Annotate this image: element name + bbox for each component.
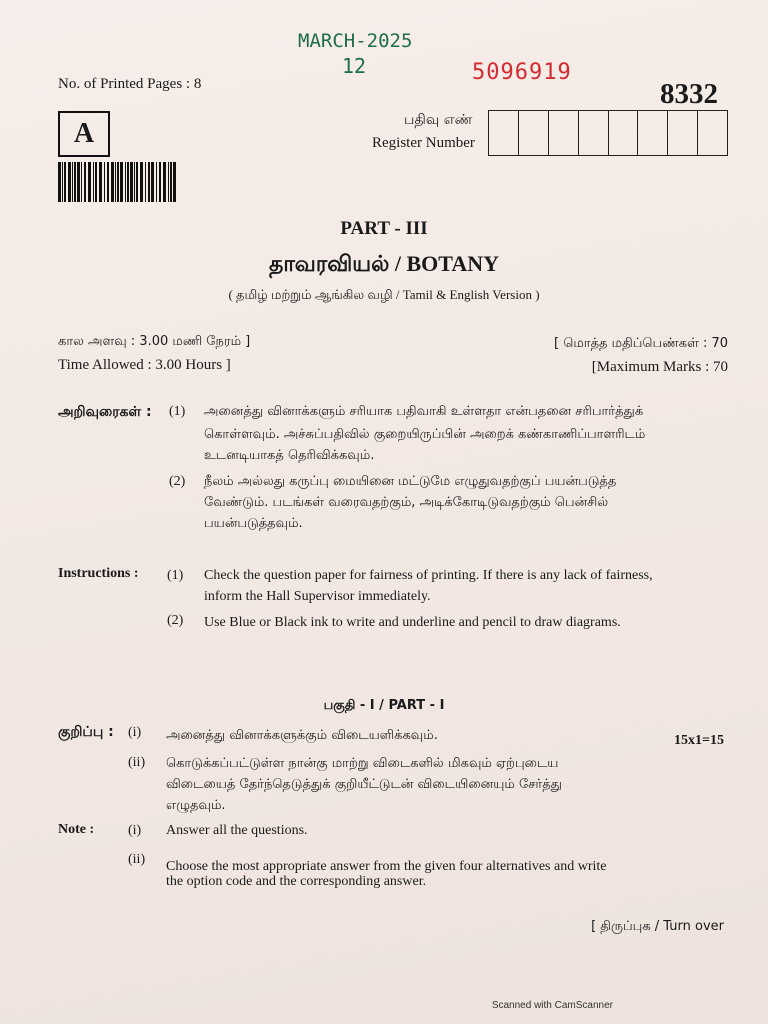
register-number-boxes: [488, 110, 728, 156]
barcode-bar: [156, 162, 157, 202]
instructions-ta-label: அறிவுரைகள் :: [58, 404, 152, 420]
barcode-bar: [81, 162, 82, 202]
paper-code: 8332: [660, 78, 718, 110]
instruction-en-1-line-2: inform the Hall Supervisor immediately.: [204, 589, 431, 604]
register-digit-box: [638, 111, 668, 155]
note-ta-num-1: (i): [128, 725, 142, 740]
subject-title: தாவரவியல் / BOTANY: [268, 251, 499, 276]
scanner-watermark: Scanned with CamScanner: [491, 1000, 613, 1011]
part1-heading: பகுதி - I / PART - I: [323, 698, 445, 713]
note-en-1-line-1: Answer all the questions.: [166, 823, 308, 838]
barcode-bar: [151, 162, 154, 202]
register-label-ta: பதிவு எண்: [404, 112, 473, 128]
barcode-bar: [88, 162, 91, 202]
note-en-2-line-1: Choose the most appropriate answer from the given four alternatives and write: [166, 859, 607, 874]
time-en: Time Allowed : 3.00 Hours ]: [58, 357, 231, 373]
note-ta-1-line-1: அனைத்து வினாக்களுக்கும் விடையளிக்கவும்.: [166, 728, 438, 743]
instruction-en-num-2: (2): [167, 613, 184, 628]
part1-score: 15x1=15: [674, 733, 724, 748]
barcode-bar: [93, 162, 94, 202]
instruction-ta-2-line-3: பயன்படுத்தவும்.: [204, 516, 303, 531]
barcode-bar: [84, 162, 86, 202]
barcode-bar: [170, 162, 172, 202]
barcode-bar: [140, 162, 143, 202]
barcode: [58, 162, 176, 202]
barcode-bar: [130, 162, 133, 202]
barcode-bar: [120, 162, 123, 202]
handwritten-number: 12: [342, 54, 367, 78]
barcode-bar: [99, 162, 102, 202]
instruction-ta-num-2: (2): [169, 474, 186, 489]
barcode-bar: [159, 162, 161, 202]
barcode-bar: [134, 162, 135, 202]
note-ta-2-line-3: எழுதவும்.: [166, 798, 226, 813]
barcode-bar: [64, 162, 66, 202]
barcode-bar: [72, 162, 73, 202]
barcode-bar: [127, 162, 129, 202]
register-digit-box: [489, 111, 519, 155]
instruction-en-2-line-1: Use Blue or Black ink to write and underline and pencil to draw diagrams.: [204, 615, 621, 630]
barcode-bar: [173, 162, 176, 202]
note-ta-num-2: (ii): [128, 755, 146, 770]
barcode-bar: [115, 162, 116, 202]
marks-ta: [ மொத்த மதிப்பெண்கள் : 70: [554, 336, 728, 351]
barcode-bar: [117, 162, 119, 202]
version-letter-box: [58, 111, 110, 157]
note-ta-2-line-1: கொடுக்கப்பட்டுள்ள நான்கு மாற்று விடைகளில் மிகவும் ஏற்புடைய: [166, 756, 559, 771]
instruction-en-1-line-1: Check the question paper for fairness of printing. If there is any lack of fairness,: [204, 568, 653, 583]
version-letter: A: [73, 118, 95, 149]
stamp-number: 5096919: [472, 60, 572, 85]
barcode-bar: [111, 162, 114, 202]
register-digit-box: [519, 111, 549, 155]
instruction-ta-num-1: (1): [169, 404, 186, 419]
turn-over: [ திருப்புக / Turn over: [591, 919, 724, 934]
barcode-bar: [77, 162, 80, 202]
barcode-bar: [74, 162, 76, 202]
barcode-bar: [104, 162, 105, 202]
register-digit-box: [668, 111, 698, 155]
barcode-bar: [136, 162, 138, 202]
register-digit-box: [609, 111, 639, 155]
note-en-2-line-2: the option code and the corresponding answer.: [166, 874, 427, 889]
barcode-bar: [145, 162, 146, 202]
note-ta-2-line-2: விடையைத் தேர்ந்தெடுத்துக் குறியீட்டுடன் விடையினையும் சேர்த்து: [166, 777, 562, 792]
instruction-ta-2-line-2: வேண்டும். படங்கள் வரைவதற்கும், அடிக்கோடிடுவதற்கும் பென்சில்: [204, 495, 609, 510]
handwritten-date: MARCH-2025: [298, 30, 413, 52]
instructions-en-label: Instructions :: [58, 566, 139, 581]
part-title: PART - III: [340, 218, 428, 239]
barcode-bar: [168, 162, 169, 202]
printed-pages: No. of Printed Pages : 8: [58, 76, 202, 92]
note-en-num-2: (ii): [128, 852, 146, 867]
instruction-en-num-1: (1): [167, 568, 184, 583]
register-digit-box: [549, 111, 579, 155]
register-digit-box: [698, 111, 727, 155]
barcode-bar: [107, 162, 109, 202]
note-ta-label: குறிப்பு :: [58, 724, 114, 740]
barcode-bar: [62, 162, 63, 202]
note-en-num-1: (i): [128, 823, 142, 838]
instruction-ta-1-line-1: அனைத்து வினாக்களும் சரியாக பதிவாகி உள்ளதா என்பதனை சரிபார்த்துக்: [204, 404, 644, 419]
barcode-bar: [163, 162, 166, 202]
barcode-bar: [58, 162, 61, 202]
register-label-en: Register Number: [372, 135, 475, 151]
note-en-label: Note :: [58, 822, 95, 837]
instruction-ta-1-line-3: உடனடியாகத் தெரிவிக்கவும்.: [204, 448, 375, 463]
barcode-bar: [95, 162, 97, 202]
barcode-bar: [125, 162, 126, 202]
barcode-bar: [148, 162, 150, 202]
barcode-bar: [68, 162, 71, 202]
marks-en: [Maximum Marks : 70: [591, 359, 728, 375]
time-ta: கால அளவு : 3.00 மணி நேரம் ]: [58, 334, 251, 349]
instruction-ta-1-line-2: கொள்ளவும். அச்சுப்பதிவில் குறையிருப்பின் அறைக் கண்காணிப்பாளரிடம்: [204, 427, 646, 442]
instruction-ta-2-line-1: நீலம் அல்லது கருப்பு மையினை மட்டுமே எழுதுவதற்குப் பயன்படுத்த: [204, 474, 617, 489]
medium-line: ( தமிழ் மற்றும் ஆங்கில வழி / Tamil & English Version ): [228, 287, 540, 302]
register-digit-box: [579, 111, 609, 155]
